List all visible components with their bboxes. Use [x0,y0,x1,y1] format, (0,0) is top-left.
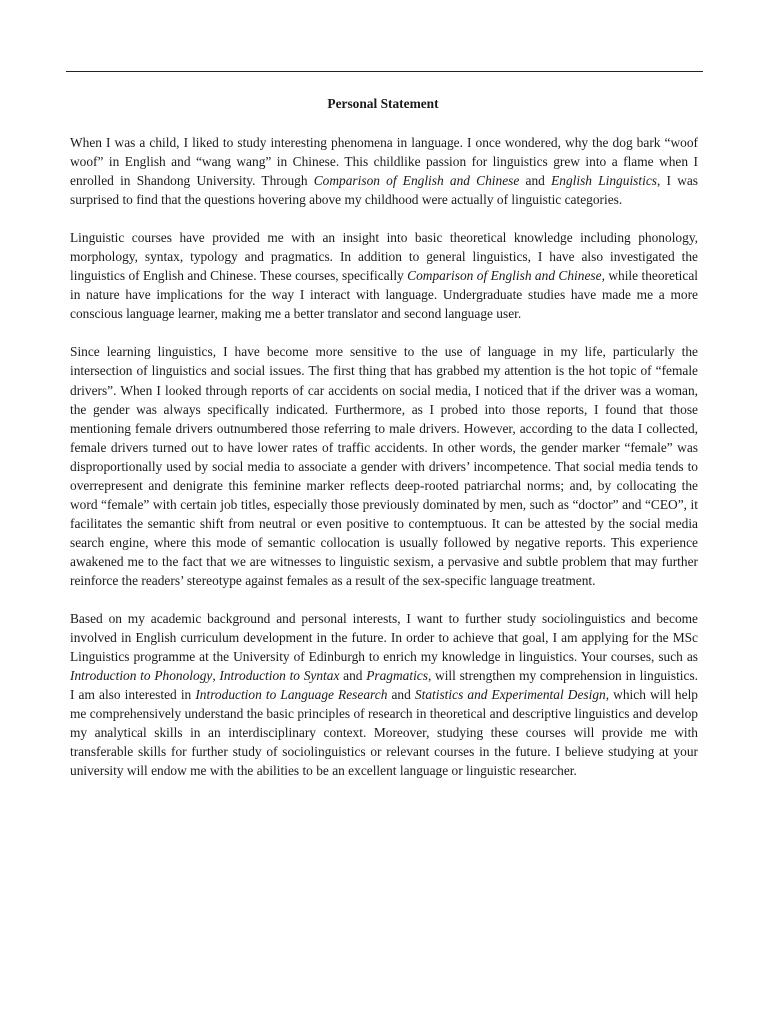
text-run: , I was surprised to find that the questions hovering above my childhood were actually of linguistic categories. [70,173,699,208]
document-title: Personal Statement [327,96,439,111]
text-run: and [339,668,367,684]
paragraph-4 [70,609,698,780]
document-body [70,133,698,799]
paragraph-2 [70,228,698,323]
text-run: , while theoretical in nature have implications for the way I interact with language. Undergraduate studies have made me a more conscious language learner, making me a better translator and second language user. [70,268,698,322]
paragraph-1 [70,133,698,209]
header-rule [66,71,703,72]
course-title: Pragmatics [366,668,428,684]
text-run: , which will help me comprehensively understand the basic principles of research in theoretical and descriptive linguistics and develop my analytical skills in an interdisciplinary context. Moreover, studying these courses will provide me with transferable skills for further study of sociolinguistics or relevant courses in the future. I believe studying at your university will endow me with the abilities to be an excellent language or linguistic researcher. [70,687,698,779]
course-title: Comparison of English and Chinese [313,173,520,189]
course-title: Statistics and Experimental Design [414,687,606,703]
course-title: Introduction to Phonology [70,668,213,684]
text-run: Linguistic courses have provided me with an insight into basic theoretical knowledge including phonology, morphology, syntax, typology and pragmatics. In addition to general linguistics, I have also investigated the linguistics of English and Chinese. These courses, specifically [70,230,698,284]
paragraph-3 [70,342,698,590]
course-title: English Linguistics [551,173,657,189]
text-run: Since learning linguistics, I have become more sensitive to the use of language in my life, particularly the intersection of linguistics and social issues. The first thing that has grabbed my attention is the hot topic of “female drivers”. When I looked through reports of car accidents on social media, I noticed that if the driver was a woman, the gender was always specifically indicated. Furthermore, as I probed into those reports, I found that those mentioning female drivers outnumbered those referring to male drivers. However, according to the data I collected, female drivers turned out to have lower rates of traffic accidents. In other words, the gender marker “female” was disproportionally used by social media to associate a gender with drivers’ incompetence. That social media tends to overrepresent and denigrate this feminine marker reflects deep-rooted patriarchal norms; and, by collocating the word “female” with certain job titles, especially those previously dominated by men, such as “doctor” and “CEO”, it facilitates the semantic shift from neutral or even positive to contemptuous. It can be attested by the social media search engine, where this mode of semantic collocation is usually followed by negative reports. This experience awakened me to the fact that we are witnesses to linguistic sexism, a pervasive and subtle problem that may further reinforce the readers’ stereotype against females as a result of the sex-specific language treatment. [70,344,698,588]
text-run: , will strengthen my comprehension in linguistics. I am also interested in [70,668,699,703]
course-title: Introduction to Language Research [195,687,388,703]
text-run: and [519,173,552,189]
text-run: When I was a child, I liked to study interesting phenomena in language. I once wondered, why the dog bark “woof woof” in English and “wang wang” in Chinese. This childlike passion for linguistics grew into a flame when I enrolled in Shandong University. Through [70,135,698,189]
text-run: and [387,687,415,703]
text-run: , [212,668,220,684]
course-title: Comparison of English and Chinese [407,268,602,284]
course-title: Introduction to Syntax [219,668,340,684]
text-run: Based on my academic background and personal interests, I want to further study sociolinguistics and become involved in English curriculum development in the future. In order to achieve that goal, I am applying for the MSc Linguistics programme at the University of Edinburgh to enrich my knowledge in linguistics. Your courses, such as [70,611,698,665]
